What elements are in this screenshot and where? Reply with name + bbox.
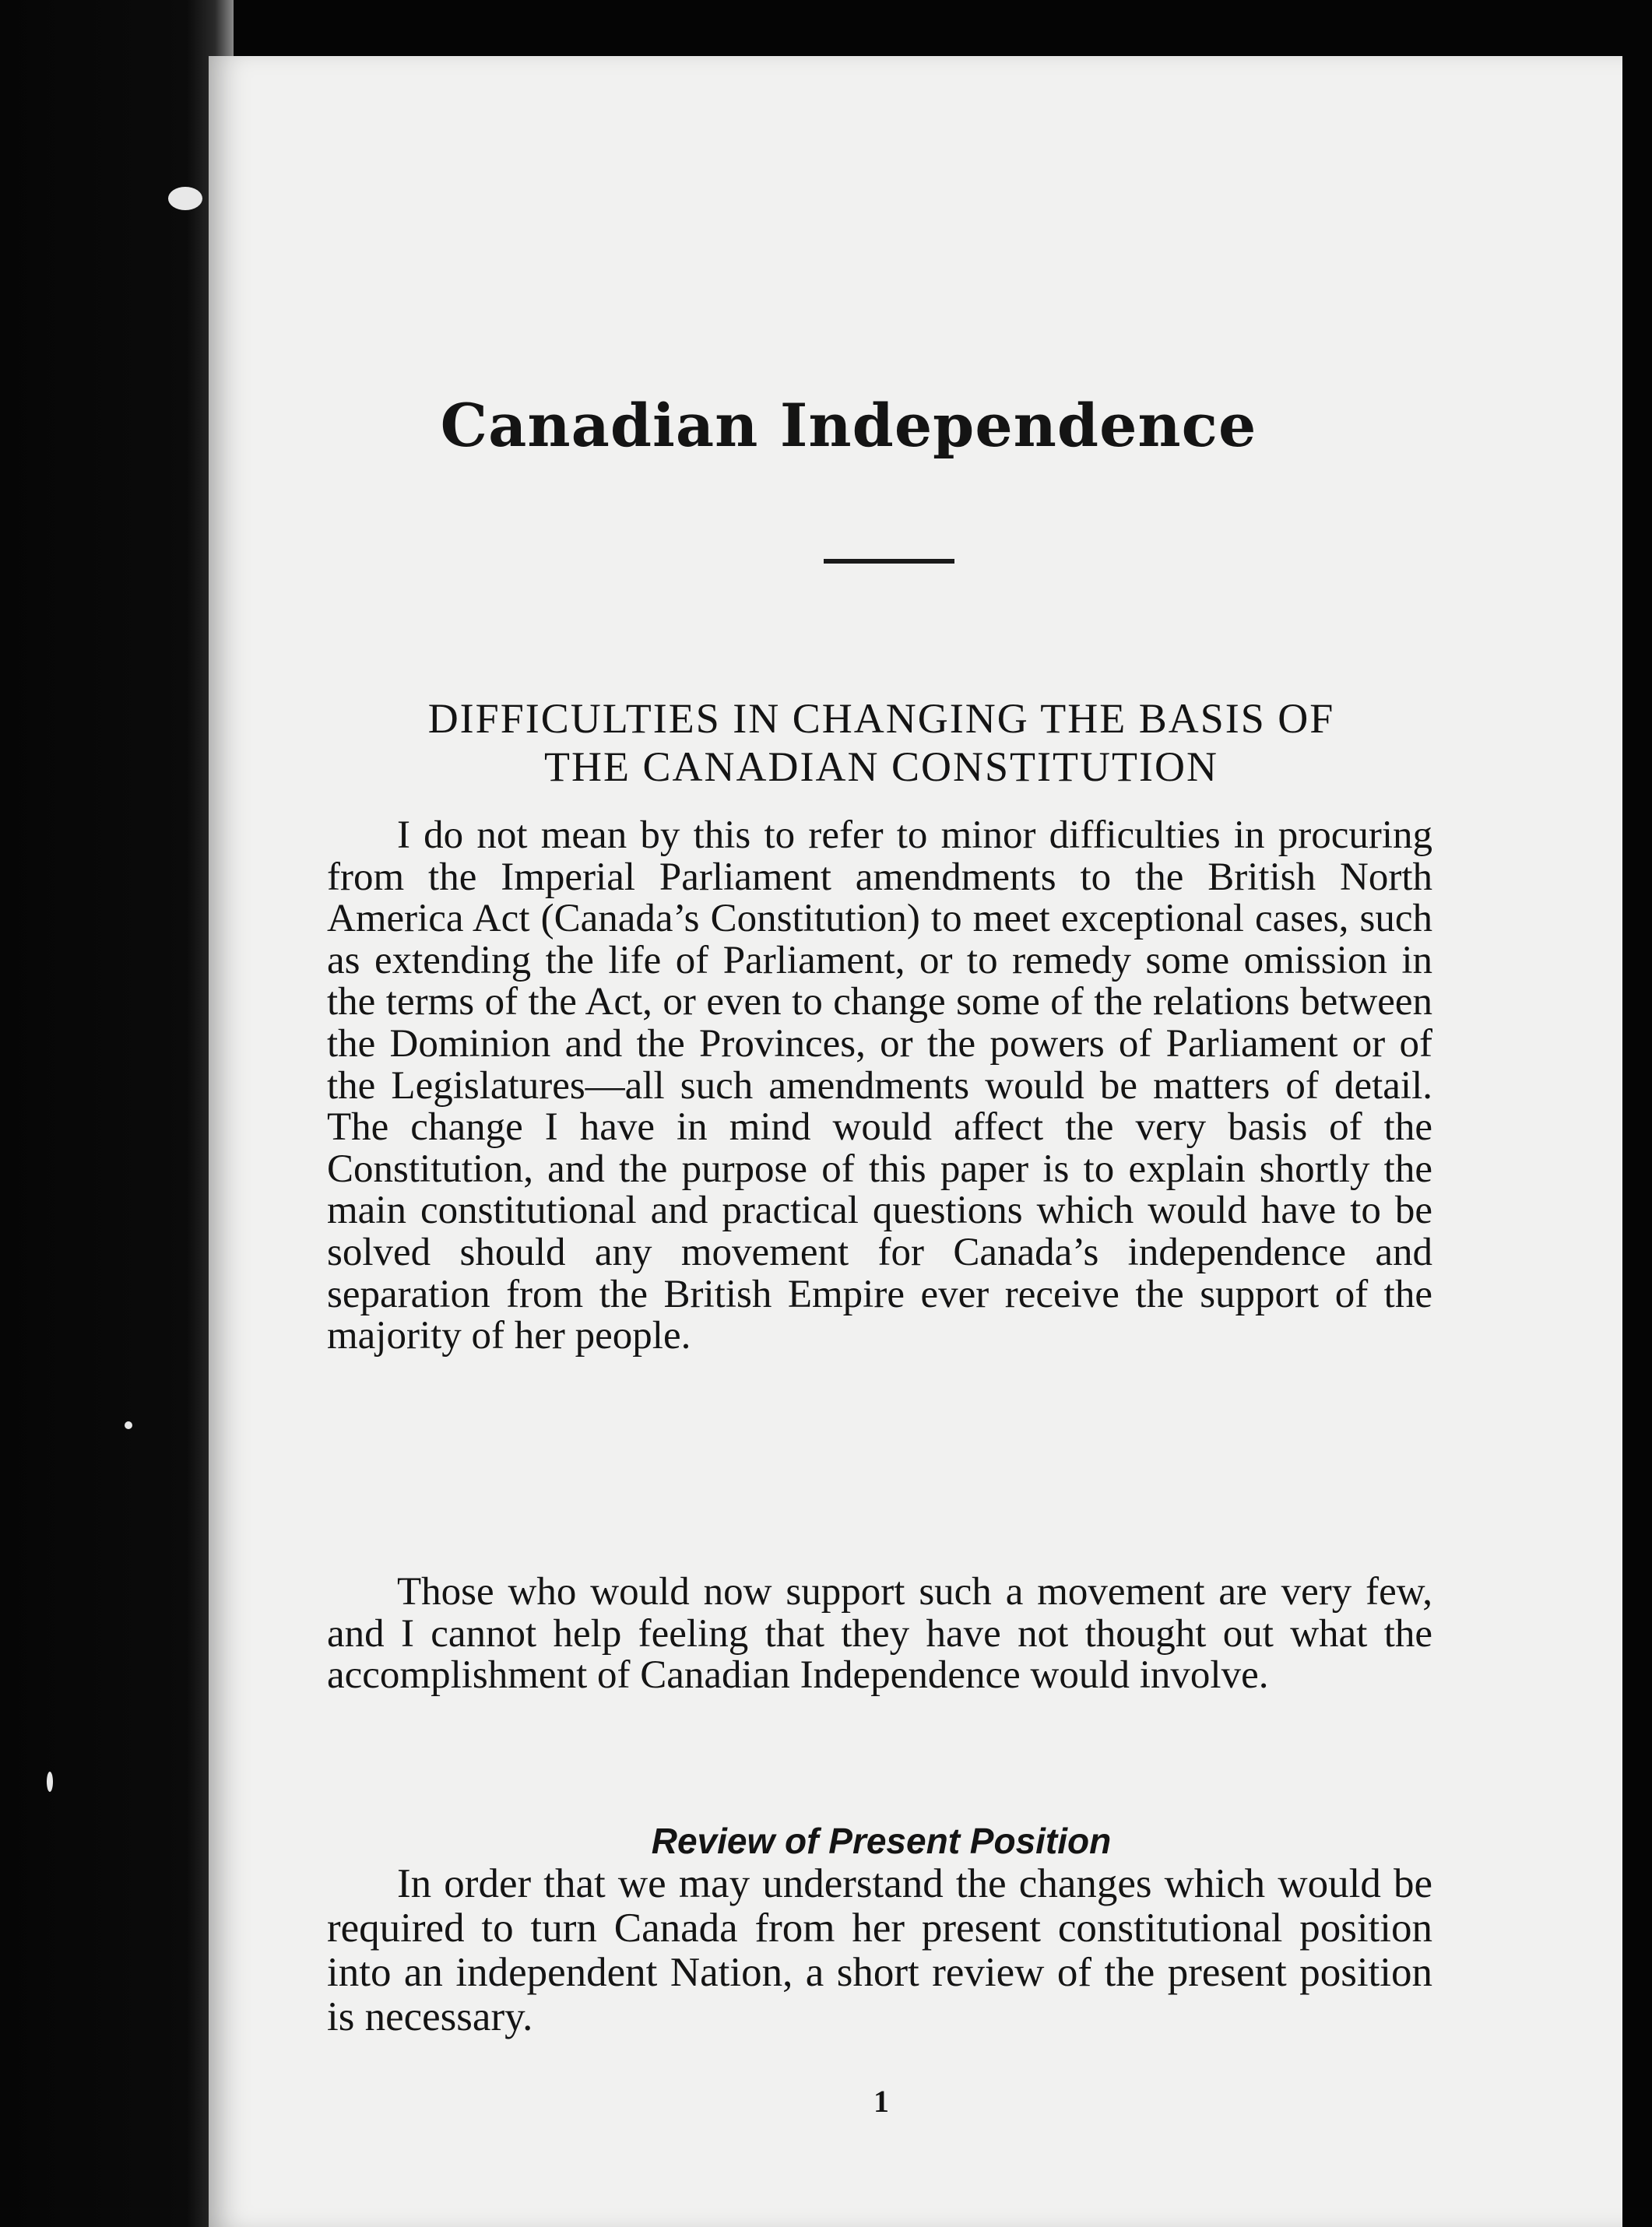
document-page [209, 56, 1622, 2227]
scan-speck [168, 187, 202, 210]
subsection-heading: Review of Present Position [651, 1821, 1112, 1861]
paragraph-1: I do not mean by this to refer to minor difficulties in procuring from the Imperial Parliament amendments to the British North America Act (Canada’s Constitution) to meet exceptional cases, such as extending the life of Parliament, or to remedy some omission in the terms of the Act, or even to change some of the relations between the Dominion and the Provinces, or the powers of Parliament or of the Legislatures—all such amendments would be matters of detail. The change I have in mind would affect the very basis of the Constitution, and the purpose of this paper is to explain shortly the main constitutional and practical questions which would have to be solved should any movement for Canada’s independence and separation from the British Empire ever receive the support of the majority of her people. [327, 813, 1432, 1358]
section-heading-line-2: THE CANADIAN CONSTITUTION [544, 743, 1218, 790]
section-heading-line-1: DIFFICULTIES IN CHANGING THE BASIS OF [427, 695, 1335, 742]
scan-speck [125, 1421, 132, 1429]
document-title: Canadian Independence [440, 391, 1257, 460]
page-number: 1 [873, 2084, 889, 2119]
paragraph-3: In order that we may understand the changes which would be required to turn Canada from her present constitutional position into an independent Nation, a short review of the present position is necessary. [327, 1861, 1432, 2039]
paragraph-2: Those who would now support such a movement are very few, and I cannot help feeling that they have not thought out what the accomplishment of Canadian Independence would involve. [327, 1570, 1432, 1698]
scan-speck [47, 1772, 53, 1792]
scanner-edge [0, 0, 234, 2227]
title-divider [824, 559, 954, 564]
section-heading [327, 694, 1436, 791]
